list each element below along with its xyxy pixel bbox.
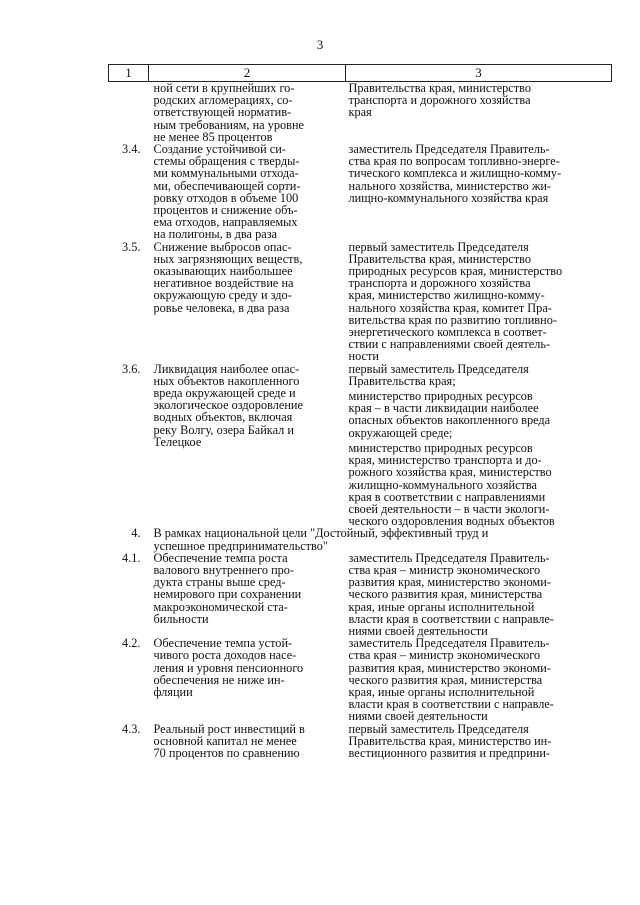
text-line: экологическое оздоровление: [153, 398, 303, 413]
text-line: энергетического комплекса в соответ-: [348, 325, 547, 340]
text-line: Реальный рост инвестиций в: [153, 721, 305, 736]
column-header-goal: 2: [149, 65, 346, 82]
text-line: Правительства края, министерство: [348, 251, 532, 266]
text-line: власти края в соответствии с направле-: [348, 697, 554, 712]
goal-cell: [149, 637, 346, 722]
text-line: заместитель Председателя Правитель-: [348, 636, 550, 651]
text-line: развития края, министерство экономи-: [348, 660, 551, 675]
text-line: Снижение выбросов опас-: [153, 239, 292, 254]
table-row: [109, 363, 612, 528]
text-line: обеспечения не ниже ин-: [153, 672, 285, 687]
text-line: стемы обращения с тверды-: [153, 154, 300, 169]
text-line: основной капитал не менее: [153, 733, 297, 748]
text-line: бильности: [153, 611, 209, 626]
text-line: первый заместитель Председателя: [348, 721, 529, 736]
row-number: [109, 82, 149, 144]
text-line: ниями своей деятельности: [348, 623, 488, 638]
text-line: ных объектов накопленного: [153, 373, 300, 388]
text-line: ных загрязняющих веществ,: [153, 251, 303, 266]
text-line: реку Волгу, озера Байкал и: [153, 422, 294, 437]
text-line: жилищно-коммунального хозяйства: [348, 477, 537, 492]
table-row: [109, 552, 612, 637]
table-row: [109, 241, 612, 363]
table-row: [109, 527, 612, 551]
row-number: 3.6.: [122, 361, 141, 376]
goal-cell: [149, 723, 346, 760]
text-line: края: [348, 105, 372, 120]
text-line: фляции: [153, 684, 193, 699]
row-number: 4.: [131, 526, 141, 541]
text-line: края – в части ликвидации наиболее: [348, 401, 539, 416]
responsible-paragraph: [349, 363, 612, 387]
text-line: лищно-коммунального хозяйства края: [348, 190, 549, 205]
row-number: 4.1.: [122, 550, 141, 565]
responsible-cell: [346, 637, 612, 722]
text-line: ной сети в крупнейших го-: [153, 81, 295, 95]
text-line: немирового при сохранении: [153, 587, 302, 602]
text-line: ема отходов, направляемых: [153, 215, 298, 230]
text-line: Правительства края, министерство ин-: [348, 733, 552, 748]
goal-cell: [149, 82, 346, 144]
text-line: власти края в соответствии с направле-: [348, 611, 554, 626]
table-row: [109, 82, 612, 144]
text-line: процентов и снижение объ-: [153, 203, 298, 218]
text-line: края в соответствии с направлениями: [348, 489, 546, 504]
text-line: дукта страны выше сред-: [153, 575, 286, 590]
text-line: ства края – министр экономического: [348, 562, 541, 577]
text-line: окружающую среду и здо-: [153, 288, 292, 303]
text-line: успешное предпринимательство": [153, 538, 328, 553]
text-line: вреда окружающей среде и: [153, 386, 296, 401]
table-header-row: [109, 65, 612, 82]
text-line: развития края, министерство экономи-: [348, 575, 551, 590]
text-line: заместитель Председателя Правитель-: [348, 142, 550, 157]
text-line: на полигоны, в два раза: [153, 227, 278, 242]
text-line: Правительства края;: [348, 373, 456, 388]
text-line: ствии с направлениями своей деятель-: [348, 337, 551, 352]
responsible-paragraph: [349, 82, 612, 119]
text-line: Создание устойчивой си-: [153, 142, 286, 157]
text-line: окружающей среде;: [348, 425, 453, 440]
text-line: края, министерство транспорта и до-: [348, 453, 542, 468]
text-line: рожного хозяйства края, министерство: [348, 465, 552, 480]
document-table: [108, 64, 612, 759]
text-line: Обеспечение темпа устой-: [153, 636, 293, 651]
text-line: природных ресурсов края, министерство: [348, 264, 563, 279]
text-line: ми, обеспечивающей сорти-: [153, 178, 301, 193]
responsible-paragraph: [349, 143, 612, 204]
text-line: ным требованиям, на уровне: [153, 117, 304, 132]
responsible-cell: [346, 143, 612, 241]
goal-cell: [149, 241, 346, 363]
text-line: родских агломерациях, со-: [153, 93, 293, 108]
responsible-paragraph: [349, 390, 612, 439]
row-number: 4.3.: [122, 721, 141, 736]
row-number: 3.5.: [122, 239, 141, 254]
responsible-cell: [346, 552, 612, 637]
text-line: Ликвидация наиболее опас-: [153, 361, 300, 376]
text-line: транспорта и дорожного хозяйства: [348, 276, 531, 291]
text-line: ровку отходов в объеме 100: [153, 190, 299, 205]
text-line: края, министерство жилищно-комму-: [348, 288, 545, 303]
text-line: первый заместитель Председателя: [348, 239, 529, 254]
text-line: вительства края по развитию топливно-: [348, 312, 557, 327]
text-line: негативное воздействие на: [153, 276, 294, 291]
text-line: Телецкое: [153, 434, 202, 449]
text-line: ления и уровня пенсионного: [153, 660, 304, 675]
responsible-cell: [346, 723, 612, 760]
text-line: транспорта и дорожного хозяйства: [348, 93, 531, 108]
text-line: чивого роста доходов насе-: [153, 648, 297, 663]
table-row: [109, 723, 612, 760]
text-line: тического комплекса и жилищно-комму-: [348, 166, 562, 181]
text-line: водных объектов, включая: [153, 410, 293, 425]
text-line: макроэкономической ста-: [153, 599, 288, 614]
row-number: 4.2.: [122, 636, 141, 651]
responsible-paragraph: [349, 552, 612, 637]
table-body: [109, 82, 612, 760]
responsible-paragraph: [349, 241, 612, 363]
text-line: ми коммунальными отхода-: [153, 166, 299, 181]
text-line: ческого развития края, министерства: [348, 672, 543, 687]
text-line: Правительства края, министерство: [348, 81, 532, 95]
text-line: первый заместитель Председателя: [348, 361, 529, 376]
responsible-cell: [346, 82, 612, 144]
text-line: оказывающих наибольшее: [153, 264, 293, 279]
text-line: заместитель Председателя Правитель-: [348, 550, 550, 565]
text-line: ровье человека, в два раза: [153, 300, 290, 315]
text-line: ответствующей норматив-: [153, 105, 292, 120]
responsible-paragraph: [349, 637, 612, 722]
page-number: 3: [316, 37, 324, 52]
text-line: ниями своей деятельности: [348, 709, 488, 724]
row-number: 3.4.: [122, 142, 141, 157]
text-line: валового внутреннего про-: [153, 562, 295, 577]
responsible-cell: [346, 363, 612, 528]
text-line: не менее 85 процентов: [153, 129, 273, 144]
text-line: своей деятельности – в части экологи-: [348, 501, 550, 516]
text-line: нального хозяйства края, комитет Пра-: [348, 300, 552, 315]
column-header-responsible: 3: [346, 65, 612, 82]
table-row: [109, 143, 612, 241]
text-line: края, иные органы исполнительной: [348, 684, 535, 699]
text-line: ческого оздоровления водных объектов: [348, 514, 555, 529]
section-heading: [149, 527, 612, 551]
text-line: министерство природных ресурсов: [348, 440, 533, 455]
table-row: [109, 637, 612, 722]
responsible-paragraph: [349, 723, 612, 760]
column-header-number: 1: [109, 65, 149, 82]
text-line: 70 процентов по сравнению: [153, 745, 300, 760]
text-line: края, иные органы исполнительной: [348, 599, 535, 614]
goal-cell: [149, 363, 346, 528]
text-line: нального хозяйства, министерство жи-: [348, 178, 551, 193]
responsible-cell: [346, 241, 612, 363]
text-line: Обеспечение темпа роста: [153, 550, 288, 565]
text-line: ства края – министр экономического: [348, 648, 541, 663]
text-line: вестиционного развития и предприни-: [348, 745, 551, 760]
text-line: ческого развития края, министерства: [348, 587, 543, 602]
responsible-paragraph: [349, 442, 612, 527]
goal-cell: [149, 143, 346, 241]
text-line: ства края по вопросам топливно-энерге-: [348, 154, 560, 169]
text-line: министерство природных ресурсов: [348, 389, 533, 404]
text-line: опасных объектов накопленного вреда: [348, 413, 551, 428]
text-line: В рамках национальной цели "Достойный, эффективный труд и: [153, 526, 489, 541]
goal-cell: [149, 552, 346, 637]
text-line: ности: [348, 349, 379, 364]
